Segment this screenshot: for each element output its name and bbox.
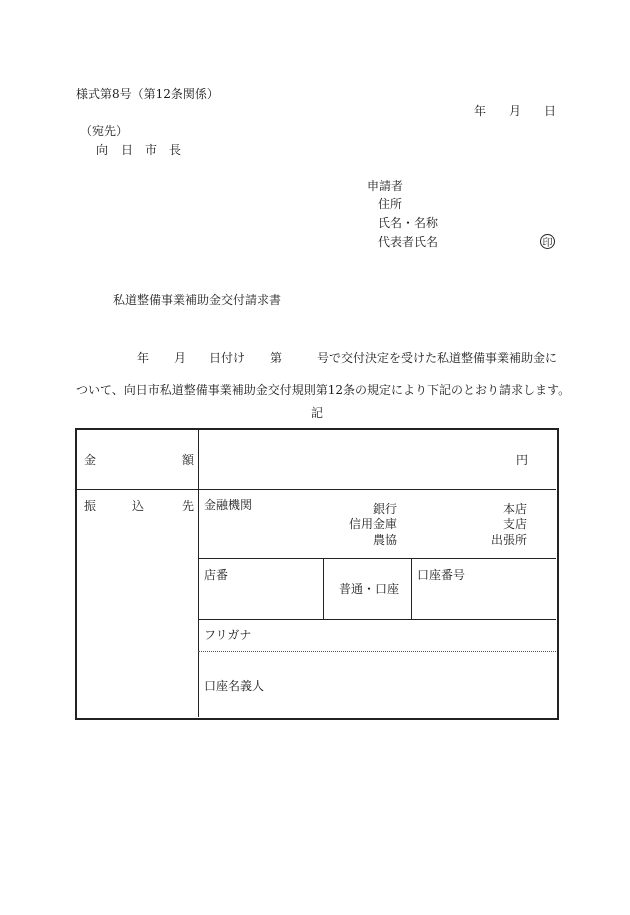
row-divider [198,619,556,620]
amount-label-char: 金 [84,453,97,467]
account-holder-label: 口座名義人 [204,679,265,693]
cell-divider [323,558,324,619]
seal-mark: 印 [540,234,555,249]
row-divider [76,489,556,490]
transfer-label-char: 振 [84,499,97,513]
body-line2: ついて、向日市私道整備事業補助金交付規則第12条の規定により下記のとおり請求します。 [76,383,571,397]
bank-type: 農協 [373,533,398,547]
account-number-label: 口座番号 [417,568,466,582]
account-type-label: 普通・口座 [339,582,400,596]
branch-number-label: 店番 [204,568,229,582]
amount-label-char: 額 [182,453,195,467]
addressee-char: 市 [145,143,158,157]
transfer-label-char: 先 [182,499,195,513]
addressee-char: 長 [169,143,182,157]
addressee-char: 日 [121,143,134,157]
body-line1-rest: 号で交付決定を受けた私道整備事業補助金に [317,351,558,365]
date-day: 日 [544,104,557,118]
body-dated: 日付け [209,351,246,365]
dotted-divider [198,651,556,652]
branch-type: 出張所 [491,533,528,547]
branch-type: 支店 [503,517,528,531]
bank-type: 銀行 [373,502,398,516]
document-title: 私道整備事業補助金交付請求書 [113,293,282,307]
date-year: 年 [474,104,487,118]
form-number: 様式第8号（第12条関係） [76,87,219,101]
applicant-heading: 申請者 [367,179,404,193]
date-month: 月 [509,104,522,118]
bank-type: 信用金庫 [349,517,398,531]
branch-type: 本店 [503,502,528,516]
addressee-label: （宛先） [80,124,129,138]
yen-unit: 円 [516,453,529,467]
body-dai: 第 [270,351,283,365]
body-month: 月 [174,351,187,365]
furigana-label: フリガナ [204,628,252,642]
financial-institution-label: 金融機関 [204,498,253,512]
ki-label: 記 [311,406,324,420]
transfer-label-char: 込 [132,499,145,513]
cell-divider [411,558,412,619]
addressee-char: 向 [96,143,109,157]
col-divider [198,429,199,717]
address-label: 住所 [378,197,403,211]
name-label: 氏名・名称 [378,216,439,230]
form-table [75,428,559,720]
row-divider [198,558,556,559]
representative-label: 代表者氏名 [378,235,439,249]
body-year: 年 [137,351,150,365]
